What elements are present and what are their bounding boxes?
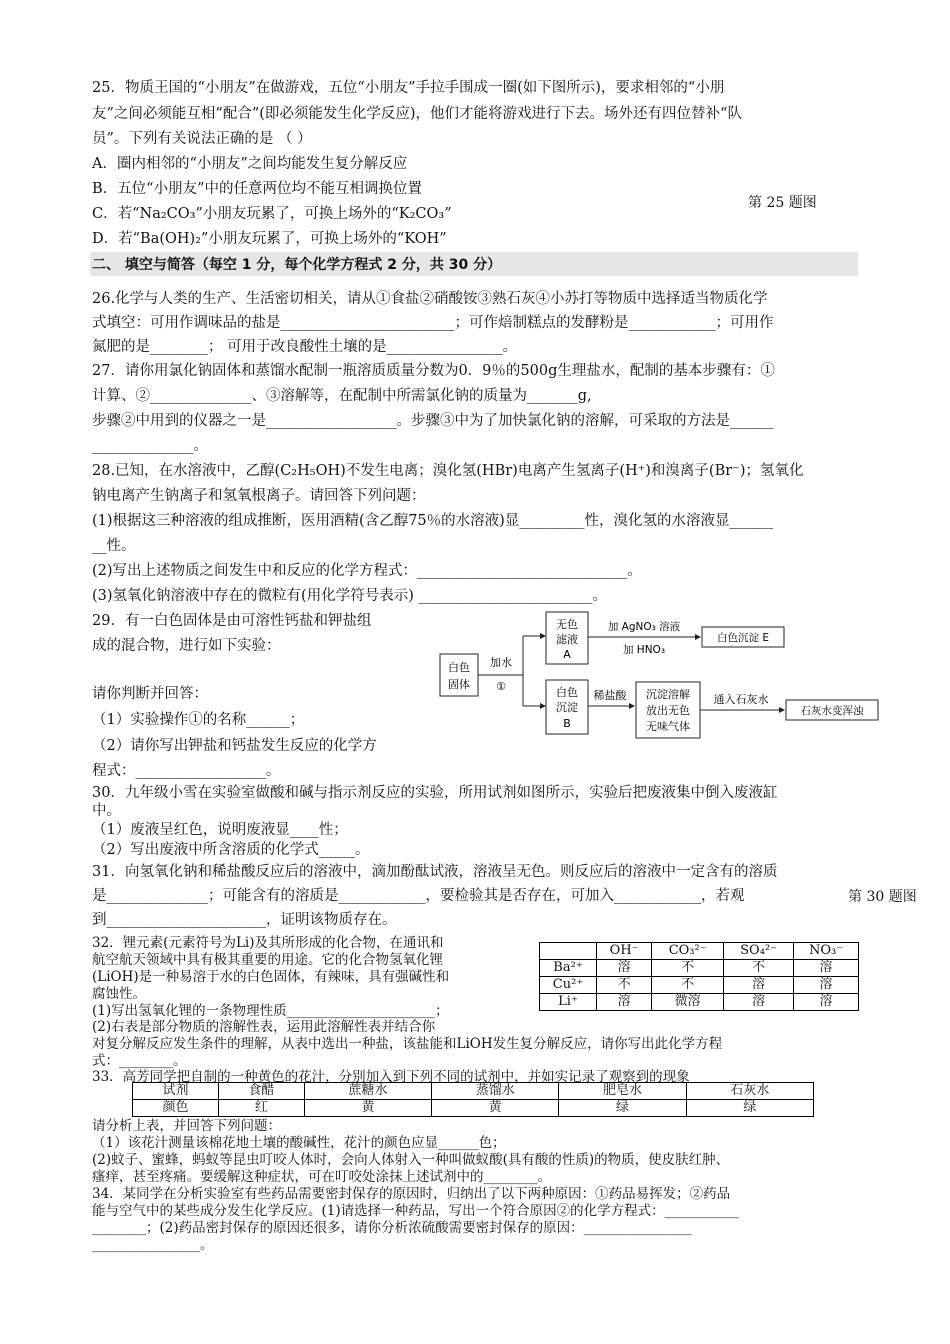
q26-line-2: 式填空：可用作调味品的盐是________________________；可作焙制糕点的发酵粉是____________；可用作 [92, 315, 774, 331]
solubility-cell: 微溶 [652, 994, 724, 1011]
flower-juice-cell: 黄 [432, 1100, 559, 1117]
section-2-header [90, 252, 858, 276]
q26-line-1: 26.化学与人类的生产、生活密切相关，请从①食盐②硝酸铵③熟石灰④小苏打等物质中选择适当物质化学 [92, 291, 768, 307]
flow-add-hno3: 加 HNO₃ [622, 644, 666, 656]
flower-juice-row [133, 1100, 814, 1117]
solubility-header-cell: NO₃⁻ [794, 943, 859, 960]
solubility-cell: 溶 [794, 977, 859, 994]
flower-juice-header-cell: 肥皂水 [559, 1083, 686, 1100]
flow-gas-1: 沉淀溶解 [646, 688, 690, 701]
q28-line-6: (3)氢氧化钠溶液中存在的微粒有(用化学符号表示) ________________________。 [92, 588, 607, 604]
q29-line-4: （1）实验操作①的名称______； [92, 712, 305, 728]
q30-line-4: （2）写出废液中所含溶质的化学式_____。 [92, 842, 370, 858]
q31-line-3: 到______________________，证明该物质存在。 [92, 912, 397, 928]
q30-line-2: 中。 [92, 803, 121, 819]
q25-option-d: D．若“Ba(OH)₂”小朋友玩累了，可换上场外的“KOH” [92, 231, 447, 247]
q32-line-6: (2)右表是部分物质的溶解性表，运用此溶解性表并结合你 [92, 1019, 436, 1035]
solubility-cell: 不 [597, 977, 652, 994]
solubility-header-row [540, 943, 859, 960]
q25-line-1: 25．物质王国的“小朋友”在做游戏，五位“小朋友”手拉手围成一圈(如下图所示)，要求相邻的“小朋 [92, 80, 725, 96]
flow-step-1: ① [496, 680, 506, 693]
flow-ppt-b-2: 沉淀 [556, 701, 578, 714]
solubility-header-cell: CO₃²⁻ [652, 943, 724, 960]
flow-solid-2: 固体 [448, 678, 470, 691]
q30-line-3: （1）废液呈红色，说明废液显____性； [92, 822, 348, 838]
q32-line-3: (LiOH)是一种易溶于水的白色固体，有辣味，具有强碱性和 [92, 969, 450, 985]
q32-line-4: 腐蚀性。 [92, 986, 146, 1002]
flow-dilute-hcl: 稀盐酸 [593, 689, 627, 702]
solubility-row [540, 994, 859, 1011]
flow-gas-3: 无味气体 [646, 720, 690, 733]
q32-line-1: 32．锂元素(元素符号为Li)及其所形成的化合物，在通讯和 [92, 935, 444, 951]
q34-line-4: ________________。 [92, 1237, 214, 1253]
q32-line-8: 式：________。 [92, 1053, 187, 1069]
solubility-cell: 不 [652, 960, 724, 977]
q28-line-1: 28.已知，在水溶液中，乙醇(C₂H₅OH)不发生电离；溴化氢(HBr)电离产生氢离子(H⁺)和溴离子(Br⁻)；氢氧化 [92, 463, 804, 479]
flow-filtrate-2: 滤液 [556, 633, 578, 646]
flower-juice-cell: 红 [218, 1100, 304, 1117]
solubility-cell: 不 [652, 977, 724, 994]
q31-line-1: 31．向氢氧化钠和稀盐酸反应后的溶液中，滴加酚酞试液，溶液呈无色。则反应后的溶液中一定含有的溶质 [92, 864, 778, 880]
q25-figure-caption: 第 25 题图 [748, 195, 817, 211]
flow-ppt-e: 白色沉淀 E [717, 632, 769, 644]
q32-line-7: 对复分解反应发生条件的理解，从表中选出一种盐，该盐能和LiOH发生复分解反应，请你写出此化学方程 [92, 1036, 723, 1052]
q26-line-3: 氮肥的是________； 可用于改良酸性土壤的是________________。 [92, 339, 518, 355]
q32-line-5: (1)写出氢氧化锂的一条物理性质______________________； [92, 1003, 449, 1019]
solubility-header-cell: SO₄²⁻ [724, 943, 794, 960]
solubility-cell: 溶 [597, 994, 652, 1011]
flow-filtrate-3: A [563, 648, 571, 661]
q25-line-2: 友”之间必须能互相“配合”(即必须能发生化学反应)，他们才能将游戏进行下去。场外还有四位替补“队 [92, 106, 742, 122]
flow-turbid: 石灰水变浑浊 [800, 705, 864, 717]
flower-juice-cell: 绿 [559, 1100, 686, 1117]
flow-filtrate-1: 无色 [556, 618, 578, 631]
q28-line-4: __性。 [92, 538, 136, 554]
q28-line-2: 钠电离产生钠离子和氢氧根离子。请回答下列问题： [92, 488, 426, 504]
flow-add-agno3: 加 AgNO₃ 溶液 [607, 621, 681, 633]
flow-ppt-b-1: 白色 [556, 686, 578, 699]
solubility-cell: Cu²⁺ [540, 977, 597, 994]
solubility-cell: 溶 [724, 977, 794, 994]
q33-line-3: （1）该花汁测量该棉花地土壤的酸碱性，花汁的颜色应显______色； [92, 1135, 506, 1151]
solubility-table [539, 942, 859, 1011]
q29-line-5: （2）请你写出钾盐和钙盐发生反应的化学方 [92, 738, 377, 754]
flower-juice-cell: 颜色 [133, 1100, 219, 1117]
q27-line-2: 计算、②______________、③溶解等，在配制中所需氯化钠的质量为_______g, [92, 388, 592, 404]
solubility-cell: 溶 [794, 960, 859, 977]
flower-juice-header-cell: 石灰水 [686, 1083, 813, 1100]
q34-line-2: 能与空气中的某些成分发生化学反应。(1)请选择一种药品，写出一个符合原因②的化学方程式：___________ [92, 1203, 739, 1219]
flow-gas-2: 放出无色 [646, 704, 690, 717]
flow-add-water: 加水 [490, 656, 512, 669]
q25-option-a: A．圈内相邻的“小朋友”之间均能发生复分解反应 [92, 156, 408, 172]
solubility-cell: Ba²⁺ [540, 960, 597, 977]
section-2-title: 二、 填空与简答（每空 1 分，每个化学方程式 2 分，共 30 分） [92, 257, 502, 273]
q27-line-3: 步骤②中用到的仪器之一是__________________。步骤③中为了加快氯化钠的溶解，可采取的方法是______ [92, 413, 774, 429]
flower-juice-header-cell: 蒸馏水 [432, 1083, 559, 1100]
q25-line-3: 员”。下列有关说法正确的是 （ ） [92, 131, 312, 147]
q27-line-1: 27．请你用氯化钠固体和蒸馏水配制一瓶溶质质量分数为0．9％的500g生理盐水，配制的基本步骤有：① [92, 363, 775, 379]
flower-juice-header-cell: 蔗糖水 [304, 1083, 431, 1100]
q30-line-1: 30．九年级小雪在实验室做酸和碱与指示剂反应的实验，所用试剂如图所示，实验后把废液集中倒入废液缸 [92, 785, 778, 801]
flower-juice-header-cell: 试剂 [133, 1083, 219, 1100]
q33-line-4: (2)蚊子、蜜蜂，蚂蚁等昆虫叮咬人体时，会向人体射入一种叫做蚁酸(具有酸的性质)的物质，使皮肤红肿、 [92, 1152, 730, 1168]
flow-ppt-b-3: B [563, 717, 571, 730]
flower-juice-cell: 绿 [686, 1100, 813, 1117]
q29-line-6: 程式：__________________。 [92, 763, 281, 779]
q27-line-4: ______________。 [92, 438, 208, 454]
q28-line-3: (1)根据这三种溶液的组成推断，医用酒精(含乙醇75％的水溶液)显_________性，溴化氢的水溶液显______ [92, 513, 774, 529]
q33-line-5: 瘙痒，甚至疼痛。要缓解这种症状，可在叮咬处涂抹上述试剂中的________。 [92, 1169, 551, 1185]
q28-line-5: (2)写出上述物质之间发生中和反应的化学方程式：_____________________________。 [92, 563, 642, 579]
q34-line-3: ________；(2)药品密封保存的原因还很多，请你分析浓硫酸需要密封保存的原因：________________ [92, 1220, 692, 1236]
q29-flow-diagram [438, 610, 886, 746]
solubility-row [540, 977, 859, 994]
q32-line-2: 航空航天领域中具有极其重要的用途。它的化合物氢氧化锂 [92, 952, 443, 968]
flower-juice-table [132, 1082, 814, 1117]
flower-juice-cell: 黄 [304, 1100, 431, 1117]
solubility-row [540, 960, 859, 977]
q29-line-3: 请你判断并回答： [92, 686, 208, 702]
solubility-cell: 不 [724, 960, 794, 977]
q29-line-2: 成的混合物，进行如下实验： [92, 638, 281, 654]
solubility-header-cell [540, 943, 597, 960]
q31-line-2: 是______________；可能含有的溶质是____________，要检验其是否存在，可加入____________，若观 [92, 888, 745, 904]
q25-option-c: C．若“Na₂CO₃”小朋友玩累了，可换上场外的“K₂CO₃” [92, 206, 452, 222]
q33-line-1: 33．高芳同学把自制的一种黄色的花汁，分别加入到下列不同的试剂中，并如实记录了观察到的现象 [92, 1069, 690, 1085]
q33-line-2: 请分析上表，并回答下列问题： [92, 1118, 281, 1134]
solubility-cell: 溶 [794, 994, 859, 1011]
q30-figure-caption: 第 30 题图 [848, 889, 917, 905]
solubility-cell: 溶 [724, 994, 794, 1011]
flower-juice-header-row [133, 1083, 814, 1100]
q29-line-1: 29．有一白色固体是由可溶性钙盐和钾盐组 [92, 613, 372, 629]
solubility-cell: Li⁺ [540, 994, 597, 1011]
q34-line-1: 34．某同学在分析实验室有些药品需要密封保存的原因时，归纳出了以下两种原因：①药品易挥发；②药品 [92, 1186, 731, 1202]
flow-lime-water: 通入石灰水 [713, 693, 769, 706]
flow-solid-1: 白色 [448, 661, 470, 674]
solubility-header-cell: OH⁻ [597, 943, 652, 960]
q25-option-b: B．五位“小朋友”中的任意两位均不能互相调换位置 [92, 181, 422, 197]
flower-juice-header-cell: 食醋 [218, 1083, 304, 1100]
solubility-cell: 溶 [597, 960, 652, 977]
